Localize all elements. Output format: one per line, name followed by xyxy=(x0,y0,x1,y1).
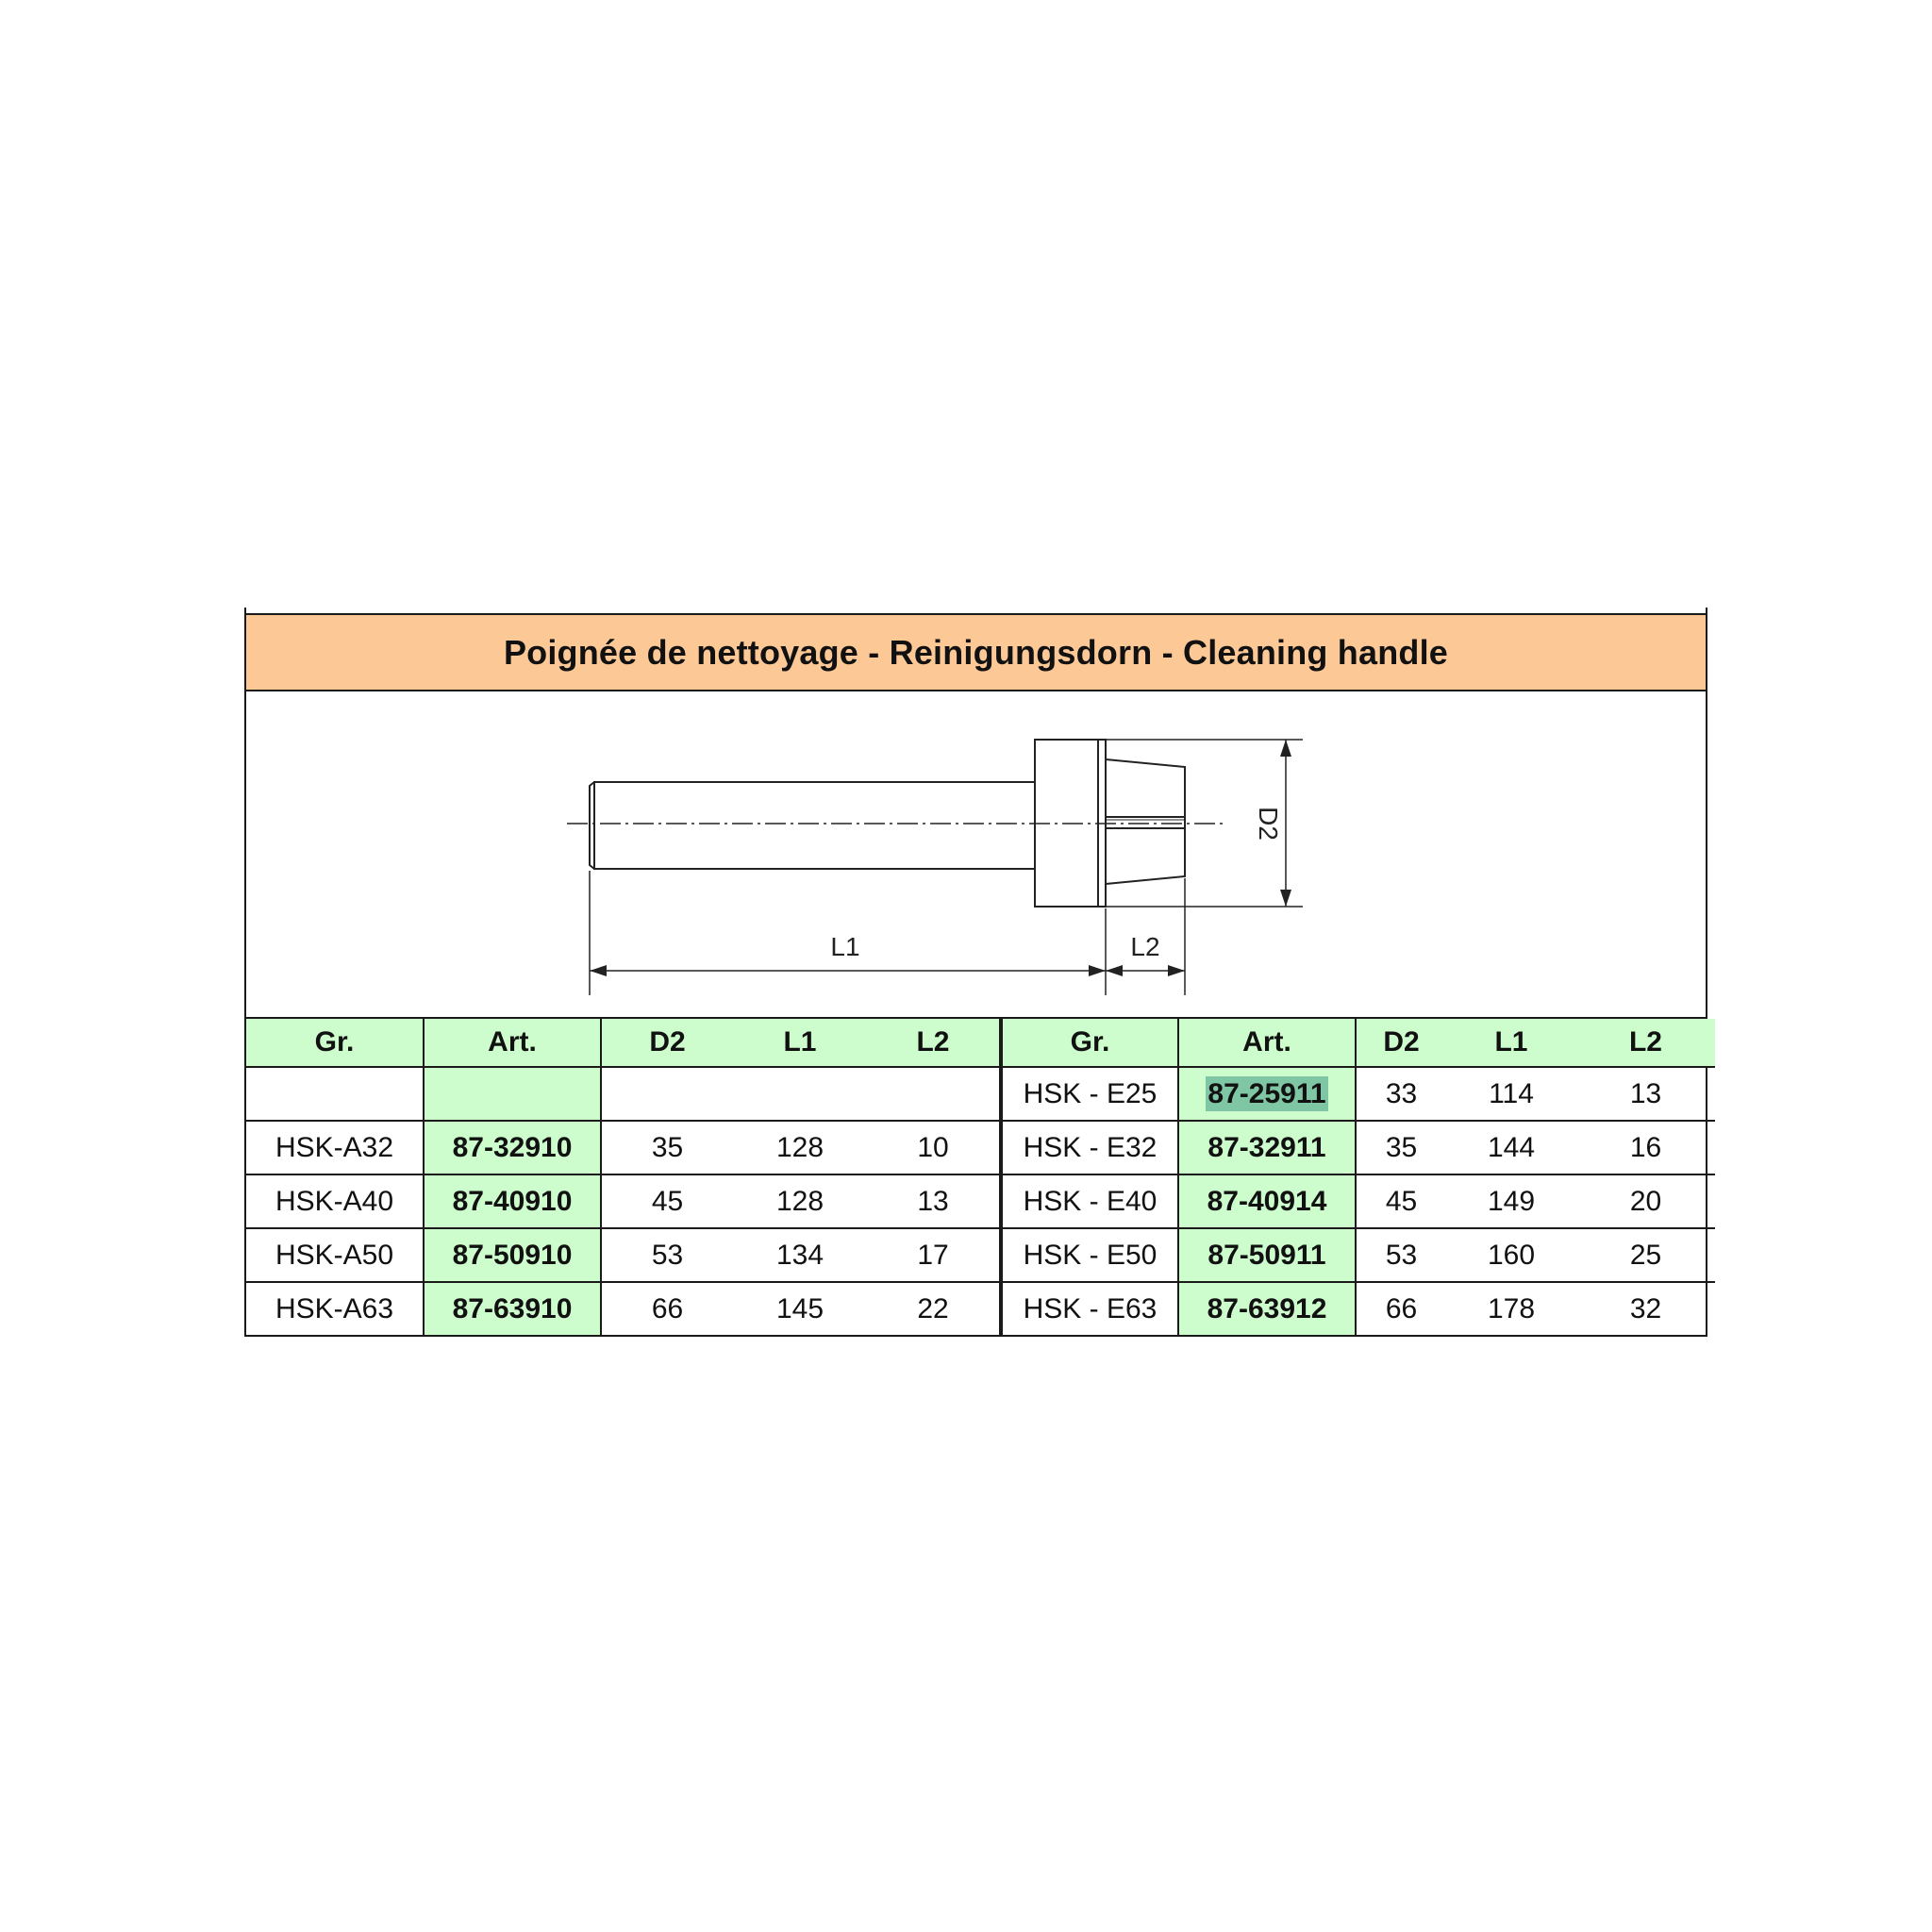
cell-d2 xyxy=(601,1067,733,1121)
col-header-d2: D2 xyxy=(601,1019,733,1067)
table-row xyxy=(246,1174,1715,1228)
cell-d2: 53 xyxy=(1356,1228,1446,1282)
table-row xyxy=(246,1067,1715,1121)
extension-lines xyxy=(590,740,1303,995)
l2-label: L2 xyxy=(1130,932,1160,961)
cell-l2: 13 xyxy=(867,1174,1001,1228)
header-row xyxy=(246,1019,1715,1067)
cell-d2: 33 xyxy=(1356,1067,1446,1121)
cell-l1: 149 xyxy=(1446,1174,1576,1228)
cell-size: HSK-A32 xyxy=(246,1121,424,1174)
table-row xyxy=(246,1121,1715,1174)
cell-article: 87-32910 xyxy=(424,1121,601,1174)
cell-l1: 128 xyxy=(733,1174,867,1228)
cell-article: 87-50911 xyxy=(1178,1228,1356,1282)
highlighted-article: 87-25911 xyxy=(1208,1077,1326,1109)
shaft-outline xyxy=(590,782,1035,869)
cell-size: HSK-A63 xyxy=(246,1282,424,1335)
cell-l2: 25 xyxy=(1576,1228,1715,1282)
col-header-art: Art. xyxy=(424,1019,601,1067)
col-header-d2: D2 xyxy=(1356,1019,1446,1067)
cell-size: HSK-A50 xyxy=(246,1228,424,1282)
spec-table xyxy=(246,1019,1715,1335)
cell-l1: 178 xyxy=(1446,1282,1576,1335)
col-header-l2: L2 xyxy=(867,1019,1001,1067)
cell-l2: 32 xyxy=(1576,1282,1715,1335)
cell-article: 87-63910 xyxy=(424,1282,601,1335)
sheet-title: Poignée de nettoyage - Reinigungsdorn - Cleaning handle xyxy=(246,615,1706,691)
tapered-head-outline xyxy=(1106,759,1185,884)
cell-l1: 128 xyxy=(733,1121,867,1174)
cell-l1: 134 xyxy=(733,1228,867,1282)
cell-l1 xyxy=(733,1067,867,1121)
cell-size: HSK - E40 xyxy=(1001,1174,1178,1228)
col-header-l1: L1 xyxy=(733,1019,867,1067)
table-row xyxy=(246,1282,1715,1335)
cell-article xyxy=(424,1067,601,1121)
technical-drawing xyxy=(246,691,1706,1019)
cell-d2: 45 xyxy=(1356,1174,1446,1228)
table-row xyxy=(246,1228,1715,1282)
cell-d2: 66 xyxy=(1356,1282,1446,1335)
cell-size: HSK-A40 xyxy=(246,1174,424,1228)
cell-l1: 144 xyxy=(1446,1121,1576,1174)
cell-article: 87-63912 xyxy=(1178,1282,1356,1335)
cell-l2 xyxy=(867,1067,1001,1121)
cell-article: 87-32911 xyxy=(1178,1121,1356,1174)
frame-tick xyxy=(1706,608,1707,615)
col-header-gr: Gr. xyxy=(1001,1019,1178,1067)
cell-l1: 160 xyxy=(1446,1228,1576,1282)
cleaning-handle-drawing xyxy=(246,691,1706,1017)
l1-dimension xyxy=(590,965,1106,976)
cell-size: HSK - E25 xyxy=(1001,1067,1178,1121)
cell-d2: 35 xyxy=(601,1121,733,1174)
frame-tick xyxy=(244,608,246,615)
col-header-art: Art. xyxy=(1178,1019,1356,1067)
cell-article xyxy=(1178,1067,1356,1121)
cell-size xyxy=(246,1067,424,1121)
cell-article: 87-40914 xyxy=(1178,1174,1356,1228)
cell-d2: 45 xyxy=(601,1174,733,1228)
col-header-l2: L2 xyxy=(1576,1019,1715,1067)
cell-article: 87-50910 xyxy=(424,1228,601,1282)
cell-l2: 13 xyxy=(1576,1067,1715,1121)
cell-l1: 114 xyxy=(1446,1067,1576,1121)
cell-l2: 20 xyxy=(1576,1174,1715,1228)
cell-size: HSK - E63 xyxy=(1001,1282,1178,1335)
l1-label: L1 xyxy=(830,932,860,961)
l2-dimension xyxy=(1106,965,1185,976)
d2-label: D2 xyxy=(1254,807,1283,841)
cell-article: 87-40910 xyxy=(424,1174,601,1228)
cell-d2: 53 xyxy=(601,1228,733,1282)
cell-l2: 17 xyxy=(867,1228,1001,1282)
cell-l2: 22 xyxy=(867,1282,1001,1335)
cell-l2: 10 xyxy=(867,1121,1001,1174)
product-sheet xyxy=(244,613,1707,1337)
cell-size: HSK - E32 xyxy=(1001,1121,1178,1174)
col-header-gr: Gr. xyxy=(246,1019,424,1067)
col-header-l1: L1 xyxy=(1446,1019,1576,1067)
cell-l2: 16 xyxy=(1576,1121,1715,1174)
cell-size: HSK - E50 xyxy=(1001,1228,1178,1282)
cell-d2: 66 xyxy=(601,1282,733,1335)
cell-d2: 35 xyxy=(1356,1121,1446,1174)
cell-l1: 145 xyxy=(733,1282,867,1335)
